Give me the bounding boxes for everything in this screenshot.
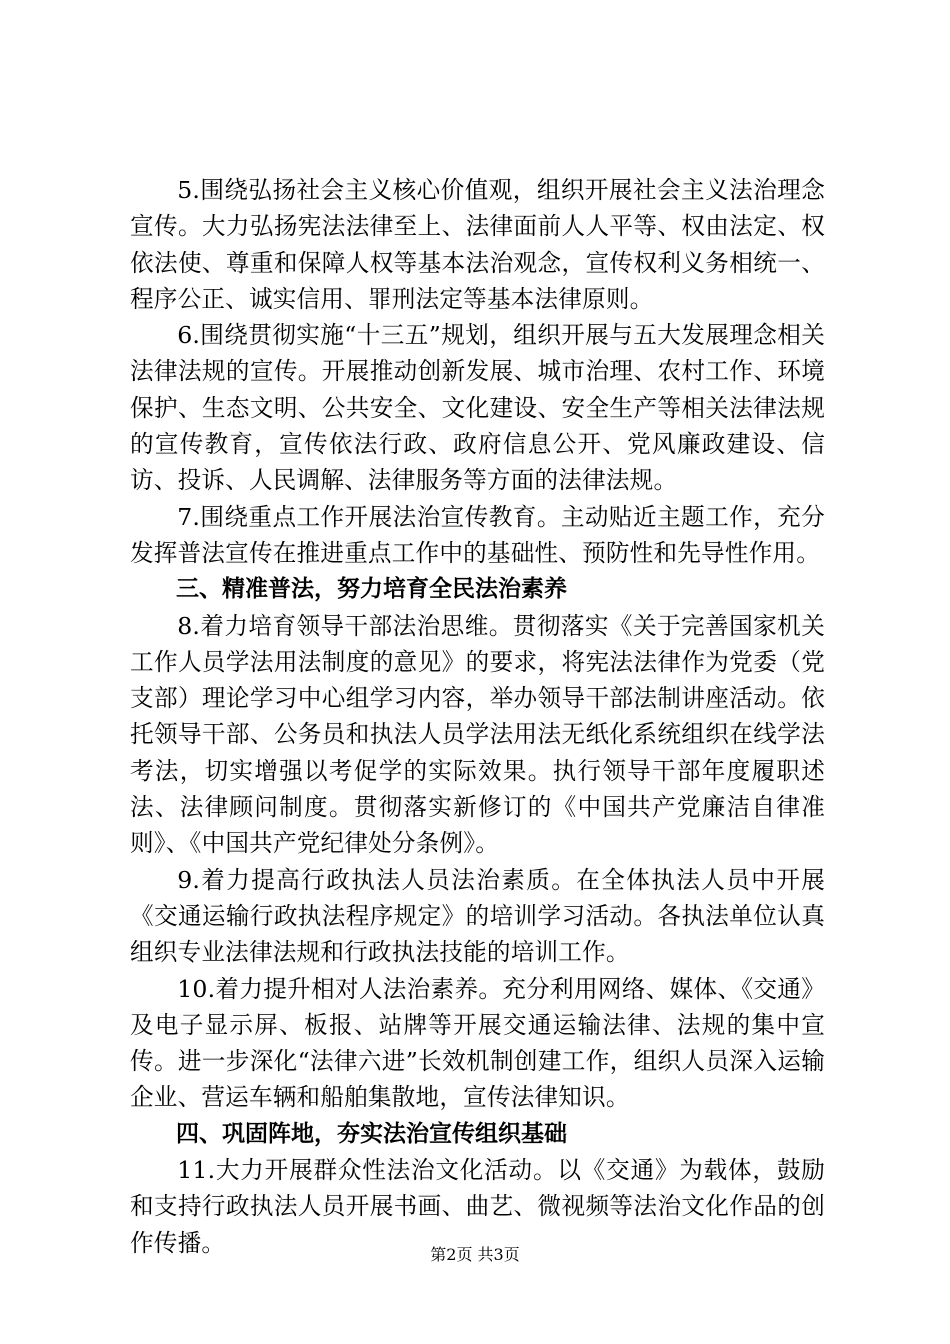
paragraph-5: 5.围绕弘扬社会主义核心价值观，组织开展社会主义法治理念宣传。大力弘扬宪法法律至上、法律面前人人平等、权由法定、权依法使、尊重和保障人权等基本法治观念，宣传权利义务相统一、程序公正、诚实信用、罪刑法定等基本法律原则。 [130,176,825,313]
section-heading-3: 三、精准普法，努力培育全民法治素养 [176,576,567,603]
paragraph-10: 10.着力提升相对人法治素养。充分利用网络、媒体、《交通》及电子显示屏、板报、站牌等开展交通运输法律、法规的集中宣传。进一步深化“法律六进”长效机制创建工作，组织人员深入运输企业、营运车辆和船舶集散地，宣传法律知识。 [130,974,825,1112]
paragraph-11: 11.大力开展群众性法治文化活动。以《交通》为载体，鼓励和支持行政执法人员开展书画、曲艺、微视频等法治文化作品的创作传播。 [130,1156,825,1257]
section-heading-4: 四、巩固阵地，夯实法治宣传组织基础 [176,1120,567,1147]
paragraph-7: 7.围绕重点工作开展法治宣传教育。主动贴近主题工作，充分发挥普法宣传在推进重点工作中的基础性、预防性和先导性作用。 [130,502,825,567]
document-body [130,172,825,1261]
paragraph-6: 6.围绕贯彻实施“十三五”规划，组织开展与五大发展理念相关法律法规的宣传。开展推动创新发展、城市治理、农村工作、环境保护、生态文明、公共安全、文化建设、安全生产等相关法律法规的宣传教育，宣传依法行政、政府信息公开、党风廉政建设、信访、投诉、人民调解、法律服务等方面的法律法规。 [130,321,825,495]
page-footer: 第2页 共3页 [430,1245,520,1264]
paragraph-8: 8.着力培育领导干部法治思维。贯彻落实《关于完善国家机关工作人员学法用法制度的意见》的要求，将宪法法律作为党委（党支部）理论学习中心组学习内容，举办领导干部法制讲座活动。依托领导干部、公务员和执法人员学法用法无纸化系统组织在线学法考法，切实增强以考促学的实际效果。执行领导干部年度履职述法、法律顾问制度。贯彻落实新修订的《中国共产党廉洁自律准则》、《中国共产党纪律处分条例》。 [130,611,825,858]
paragraph-9: 9.着力提高行政执法人员法治素质。在全体执法人员中开展《交通运输行政执法程序规定》的培训学习活动。各执法单位认真组织专业法律法规和行政执法技能的培训工作。 [130,865,825,967]
